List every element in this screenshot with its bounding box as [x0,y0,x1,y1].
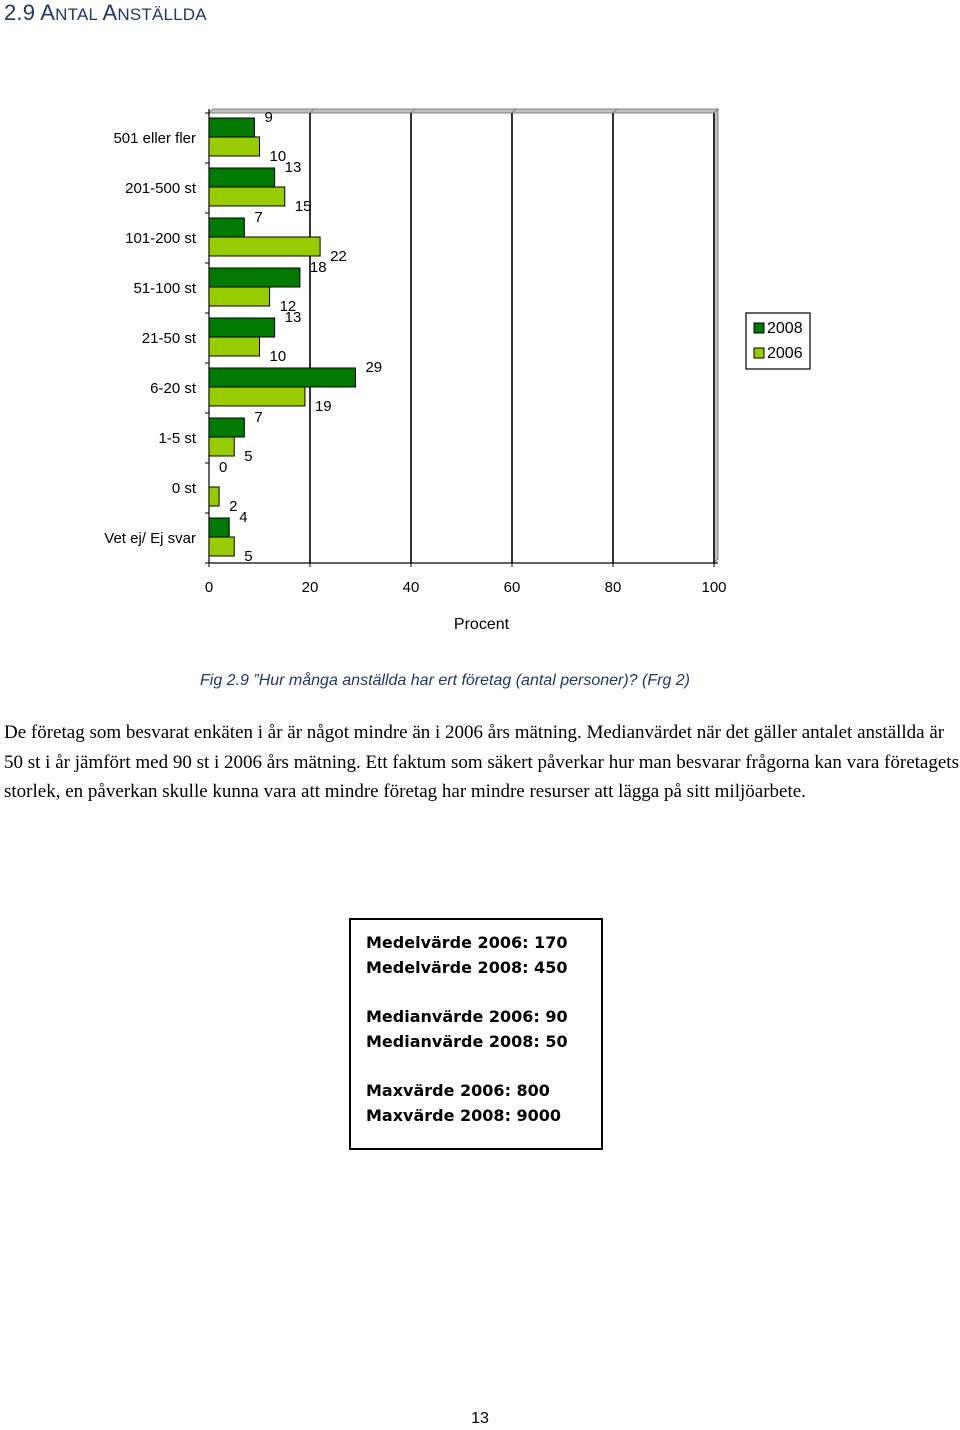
data-label: 22 [330,248,347,265]
data-label: 2 [229,498,238,515]
bar-2008 [209,318,275,337]
x-tick-label: 100 [701,579,727,596]
data-label: 10 [269,348,287,365]
body-paragraph: De företag som besvarat enkäten i år är något mindre än i 2006 års mätning. Medianvärdet när det gäller antalet anställda är 50 st i år jämfört med 90 st i 2006 års mätning. Ett faktum som säkert påverkar hur man besvarar frågorna kan vara företagets storlek, en påverkan skulle kunna vara att mindre företag har mindre resurser att lägga på sitt miljöarbete. [4,722,959,802]
plot-frame-top [209,109,718,113]
legend-swatch [754,323,764,333]
x-axis-title: Procent [453,616,510,633]
stat-line: Medelvärde 2006: 170 [366,933,568,952]
y-tick-label: 0 st [171,480,196,497]
x-tick-label: 0 [204,579,214,596]
data-label: 13 [284,309,302,326]
bar-2008 [209,218,244,237]
figure-caption: Fig 2.9 ”Hur många anställda har ert företag (antal personer)? (Frg 2) [200,672,691,689]
bar-2006 [209,337,260,356]
y-tick-label: Vet ej/ Ej svar [104,530,196,547]
x-tick-label: 80 [604,579,622,596]
data-label: 15 [294,198,312,215]
legend-label: 2006 [767,345,803,362]
page-number: 13 [471,1410,489,1427]
y-tick-label: 201-500 st [125,180,196,197]
stat-group-median [366,1004,601,1054]
bar-2006 [209,387,305,406]
bar-2006 [209,487,219,506]
stat-group-max [366,1078,601,1128]
data-label: 5 [244,448,253,465]
bar-2008 [209,368,355,387]
legend-swatch [754,348,764,358]
stat-line: Maxvärde 2008: 9000 [366,1106,562,1125]
bar-2008 [209,118,254,137]
data-label: 0 [219,459,228,476]
data-label: 7 [254,409,263,426]
data-label: 4 [239,509,248,526]
data-label: 18 [309,259,327,276]
legend-label: 2008 [767,320,803,337]
stat-line: Medelvärde 2008: 450 [366,958,568,977]
statistics-box [349,918,603,1150]
employees-bar-chart [0,95,960,645]
data-label: 29 [365,359,383,376]
stat-line: Maxvärde 2006: 800 [366,1081,550,1100]
y-tick-label: 501 eller fler [113,130,196,147]
bar-2006 [209,237,320,256]
bar-2008 [209,168,275,187]
data-label: 9 [264,109,273,126]
bar-2006 [209,187,285,206]
stat-group-mean [366,930,601,980]
y-tick-label: 1-5 st [158,430,196,447]
y-tick-label: 51-100 st [133,280,196,297]
y-tick-label: 101-200 st [125,230,196,247]
bar-2008 [209,268,300,287]
y-tick-label: 6-20 st [150,380,196,397]
bar-2006 [209,137,260,156]
x-tick-label: 60 [503,579,521,596]
x-tick-label: 40 [402,579,420,596]
data-label: 7 [254,209,263,226]
data-label: 12 [279,298,297,315]
bar-2006 [209,537,234,556]
data-label: 10 [269,148,287,165]
bar-2008 [209,418,244,437]
bar-2006 [209,437,234,456]
data-label: 19 [314,398,332,415]
bar-2008 [209,518,229,537]
stat-line: Medianvärde 2008: 50 [366,1032,568,1051]
bar-2006 [209,287,270,306]
y-tick-label: 21-50 st [141,330,196,347]
stat-line: Medianvärde 2006: 90 [366,1007,568,1026]
x-tick-label: 20 [301,579,319,596]
data-label: 5 [244,548,253,565]
section-heading: 2.9 ANTAL ANSTÄLLDA [4,0,207,25]
data-label: 13 [284,159,302,176]
